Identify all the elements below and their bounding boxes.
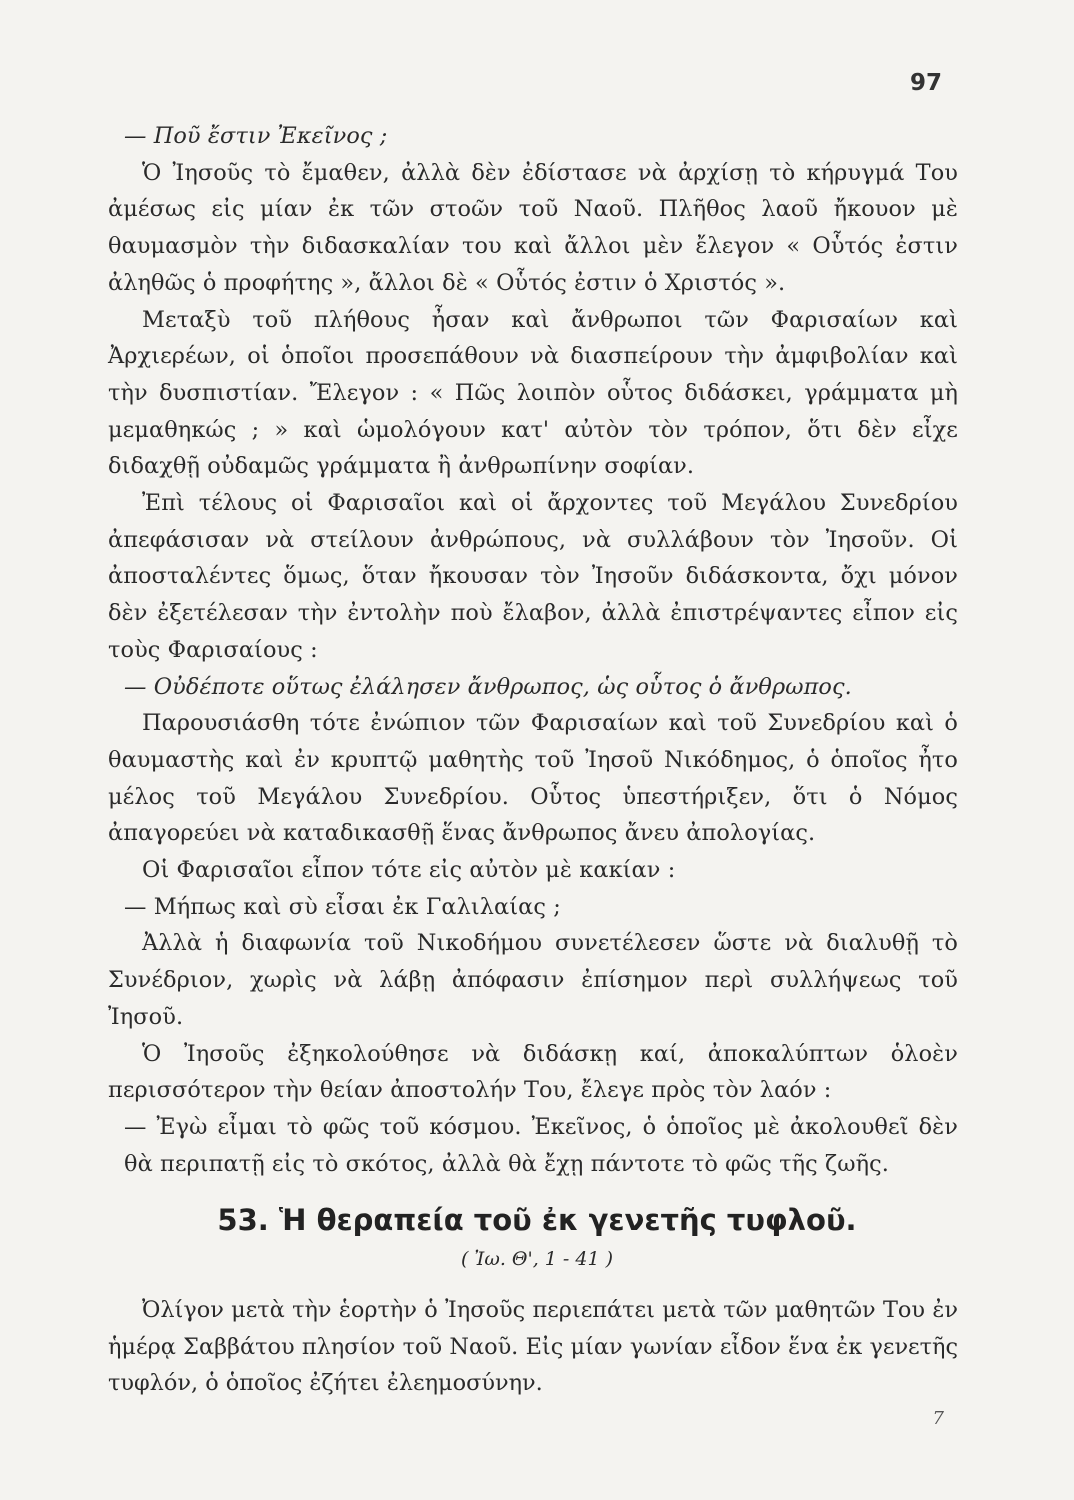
signature-mark: 7 <box>932 1408 944 1429</box>
section-body <box>108 1292 958 1402</box>
section-heading: 53. Ἡ θεραπεία τοῦ ἐκ γενετῆς τυφλοῦ. <box>217 1203 857 1237</box>
paragraph-pharisees-doubt: Μεταξὺ τοῦ πλήθους ἦσαν καὶ ἄνθρωποι τῶν Φαρισαίων καὶ Ἀρχιερέων, οἱ ὁποῖοι προσεπάθουν νὰ διασπείρουν τὴν ἀμφιβολίαν καὶ τὴν δυσπιστίαν. Ἔλεγον : « Πῶς λοιπὸν οὗτος διδάσκει, γράμματα μὴ μεμαθηκώς ; » καὶ ὡμολόγουν κατ' αὐτὸν τὸν τρόπον, ὅτι δὲν εἶχε διδαχθῇ οὐδαμῶς γράμματα ἢ ἀνθρωπίνην σοφίαν. <box>108 306 958 480</box>
page-number: 97 <box>909 70 942 96</box>
paragraph-preaching: Ὁ Ἰησοῦς τὸ ἔμαθεν, ἀλλὰ δὲν ἐδίστασε νὰ ἀρχίσῃ τὸ κήρυγμά Του ἀμέσως εἰς μίαν ἐκ τῶν στοῶν τοῦ Ναοῦ. Πλῆθος λαοῦ ἤκουον μὲ θαυμασμὸν τὴν διδασκαλίαν του καὶ ἄλλοι μὲν ἔλεγον « Οὗτός ἐστιν ἀληθῶς ὁ προφήτης », ἄλλοι δὲ « Οὗτός ἐστιν ὁ Χριστός ». <box>108 159 958 296</box>
paragraph-light-of-world: — Ἐγὼ εἶμαι τὸ φῶς τοῦ κόσμου. Ἐκεῖνος, ὁ ὁποῖος μὲ ἀκολουθεῖ δὲν θὰ περιπατῇ εἰς τὸ σκότος, ἀλλὰ θὰ ἔχῃ πάντοτε τὸ φῶς τῆς ζωῆς. <box>124 1113 958 1177</box>
paragraph-pharisees-said: Οἱ Φαρισαῖοι εἶπον τότε εἰς αὐτὸν μὲ κακίαν : <box>142 857 676 884</box>
section-reference: ( Ἰω. Θ', 1 - 41 ) <box>460 1248 614 1270</box>
body-text <box>108 118 958 1182</box>
paragraph-question: — Ποῦ ἔστιν Ἐκεῖνος ; <box>124 123 388 149</box>
paragraph-continued-teaching: Ὁ Ἰησοῦς ἐξηκολούθησε νὰ διδάσκῃ καί, ἀποκαλύπτων ὁλοὲν περισσότερον τὴν θείαν ἀποστολήν Του, ἔλεγε πρὸς τὸν λαόν : <box>108 1040 958 1104</box>
paragraph-nicodemus: Παρουσιάσθη τότε ἐνώπιον τῶν Φαρισαίων καὶ τοῦ Συνεδρίου καὶ ὁ θαυμαστὴς καὶ ἐν κρυπτῷ μαθητὴς τοῦ Ἰησοῦ Νικόδημος, ὁ ὁποῖος ἦτο μέλος τοῦ Μεγάλου Συνεδρίου. Οὗτος ὑπεστήριξεν, ὅτι ὁ Νόμος ἀπαγορεύει νὰ καταδικασθῇ ἕνας ἄνθρωπος ἄνευ ἀπολογίας. <box>108 710 958 847</box>
paragraph-sanhedrin-decision: Ἐπὶ τέλους οἱ Φαρισαῖοι καὶ οἱ ἄρχοντες τοῦ Μεγάλου Συνεδρίου ἀπεφάσισαν νὰ στείλουν ἀνθρώπους, νὰ συλλάβουν τὸν Ἰησοῦν. Οἱ ἀποσταλέντες ὅμως, ὅταν ἤκουσαν τὸν Ἰησοῦν διδάσκοντα, ὄχι μόνον δὲν ἐξετέλεσαν τὴν ἐντολὴν ποὺ ἔλαβον, ἀλλὰ ἐπιστρέψαντες εἶπον εἰς τοὺς Φαρισαίους : <box>108 490 958 663</box>
paragraph-never-spoke: — Οὐδέποτε οὕτως ἐλάλησεν ἄνθρωπος, ὡς οὗτος ὁ ἄνθρωπος. <box>124 673 852 700</box>
paragraph-galilee: — Μήπως καὶ σὺ εἶσαι ἐκ Γαλιλαίας ; <box>124 893 561 920</box>
paragraph-blind-man: Ὀλίγον μετὰ τὴν ἑορτὴν ὁ Ἰησοῦς περιεπάτει μετὰ τῶν μαθητῶν Του ἐν ἡμέρᾳ Σαββάτου πλησίον τοῦ Ναοῦ. Εἰς μίαν γωνίαν εἶδον ἕνα ἐκ γενετῆς τυφλόν, ὁ ὁποῖος ἐζήτει ἐλεημοσύνην. <box>108 1297 958 1397</box>
paragraph-dissolution: Ἀλλὰ ἡ διαφωνία τοῦ Νικοδήμου συνετέλεσεν ὥστε νὰ διαλυθῇ τὸ Συνέδριον, χωρὶς νὰ λάβῃ ἀπόφασιν ἐπίσημον περὶ συλλήψεως τοῦ Ἰησοῦ. <box>108 930 958 1030</box>
